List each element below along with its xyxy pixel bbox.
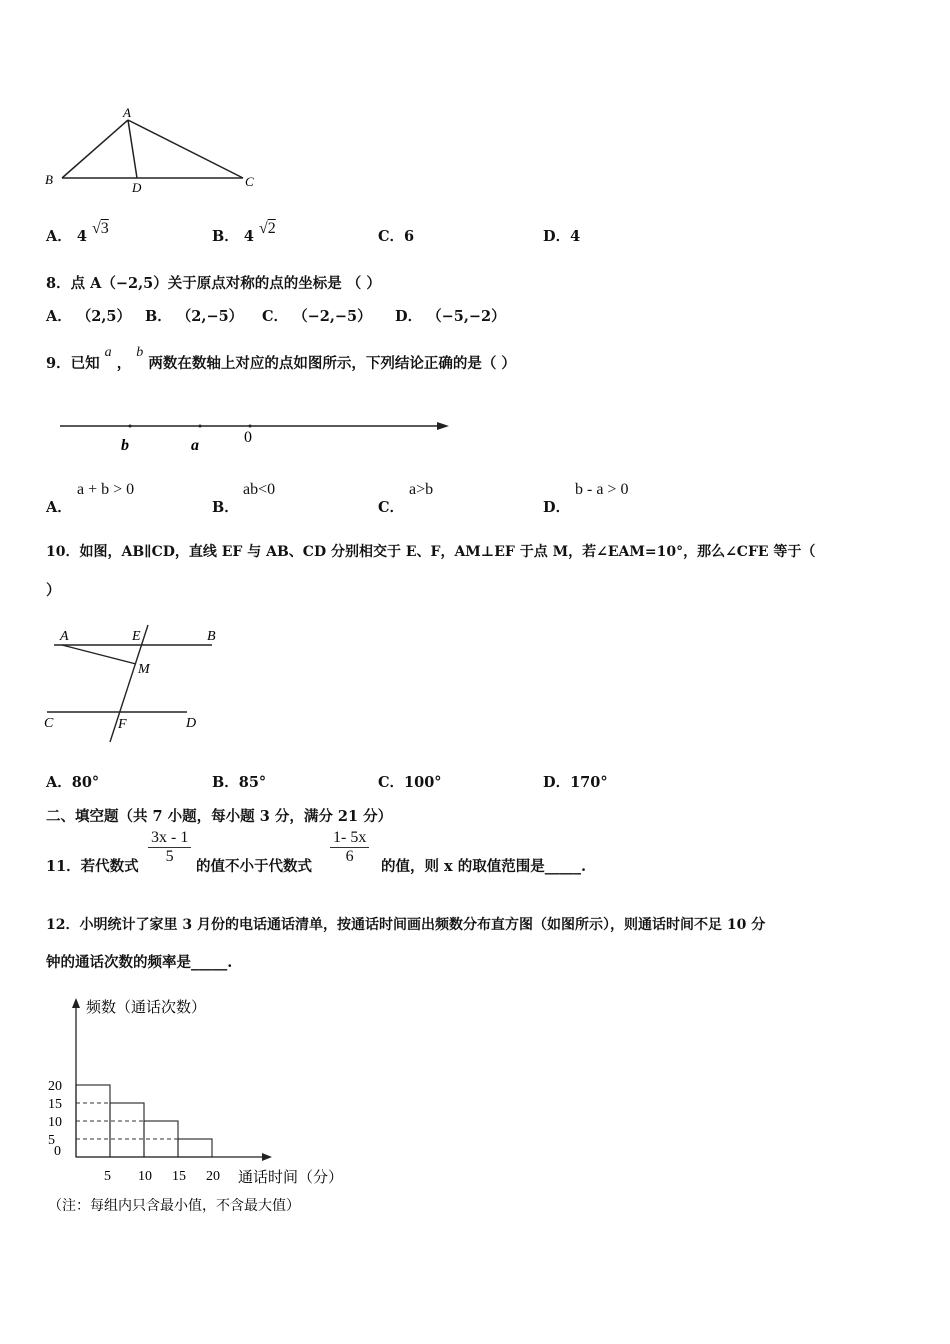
q11-prefix: 11．若代数式 [46,858,139,875]
fig10-label-C: C [44,716,54,731]
fig10-label-A: A [60,629,69,644]
q12-line1: 12．小明统计了家里 3 月份的电话通话清单，按通话时间画出频数分布直方图（如图所示），则通话时间不足 10 分 [46,917,766,933]
label-B: B [45,172,53,187]
x-axis-title: 通话时间（分） [238,1170,344,1186]
q9-option-d-expr: b - a > 0 [575,481,629,498]
q9-stem: 9．已知 a ， b 两数在数轴上对应的点如图所示，下列结论正确的是（ ） [46,345,516,372]
fig10-label-E: E [132,629,141,644]
label-C: C [245,174,254,189]
q9-option-d-label: D． [543,499,571,516]
q9-option-a-expr: a + b > 0 [77,481,135,498]
y-axis-title: 频数（通话次数） [86,1000,207,1016]
q11-middle: 的值不小于代数式 [196,858,312,875]
section2-title: 二、填空题（共 7 小题，每小题 3 分，满分 21 分） [46,808,393,825]
q7-option-d: D．4 [543,228,581,245]
y-tick-label: 0 [54,1144,61,1159]
histogram-chart [40,990,380,1220]
y-tick-label: 10 [48,1115,62,1130]
q8-option-b: B． （2,−5） [145,308,244,325]
q10-option-c: C．100° [378,774,442,791]
q12-line2: 钟的通话次数的频率是_____. [46,954,233,971]
q9-option-a-label: A． [46,499,72,516]
q8-stem: 8．点 A（−2,5）关于原点对称的点的坐标是 （ ） [46,275,381,292]
x-axis-arrow [262,1153,272,1161]
q9-option-b-label: B． [212,499,239,516]
y-tick-label: 15 [48,1097,62,1112]
x-tick-label: 15 [172,1169,186,1184]
q10-option-b: B．85° [212,774,267,791]
q10-option-a: A．80° [46,774,100,791]
y-axis-arrow [72,998,80,1008]
q9-option-c-label: C． [378,499,405,516]
q11-suffix: 的值，则 x 的取值范围是_____. [381,858,587,875]
axis-label-a: a [191,437,199,454]
x-tick-label: 5 [104,1169,111,1184]
q7-option-b: B． 4 √2 [212,220,276,245]
fig10-label-F: F [118,717,127,732]
x-tick-label: 20 [206,1169,220,1184]
parallel-lines-figure [42,622,227,747]
fig10-label-B: B [207,629,216,644]
q7-option-a: A． 4 √3 [46,220,109,245]
q11-fraction-2: $\frac{1- 5x}{6}$ [330,829,369,866]
q9-option-b-expr: ab<0 [243,481,276,498]
fig10-label-M: M [138,662,150,677]
q10-option-d: D．170° [543,774,608,791]
y-tick-label: 5 [48,1133,55,1148]
q11-fraction-1: $\frac{3x - 1}{5}$ [148,829,191,866]
q8-option-a: A． （2,5） [46,308,132,325]
triangle-figure [40,100,270,200]
q8-option-d: D． （−5,−2） [395,308,506,325]
histogram-note: （注：每组内只含最小值，不含最大值） [48,1199,300,1214]
label-D: D [132,180,142,195]
q10-stem-line2: ） [46,582,61,599]
histogram-bar [110,1103,144,1157]
fig10-label-D: D [186,716,197,731]
y-tick-label: 20 [48,1079,62,1094]
q9-option-c-expr: a>b [409,481,434,498]
number-line-figure [55,412,455,457]
histogram-bar [178,1139,212,1157]
q8-option-c: C． （−2,−5） [262,308,372,325]
label-A: A [123,105,131,120]
axis-label-zero: 0 [244,429,252,446]
q10-stem-line1: 10．如图，AB∥CD，直线 EF 与 AB、CD 分别相交于 E、F，AM⊥EF 于点 M，若∠EAM=10°，那么∠CFE 等于（ [46,544,816,560]
axis-label-b: b [121,437,129,454]
x-tick-label: 10 [138,1169,152,1184]
q7-option-c: C．6 [378,228,415,245]
